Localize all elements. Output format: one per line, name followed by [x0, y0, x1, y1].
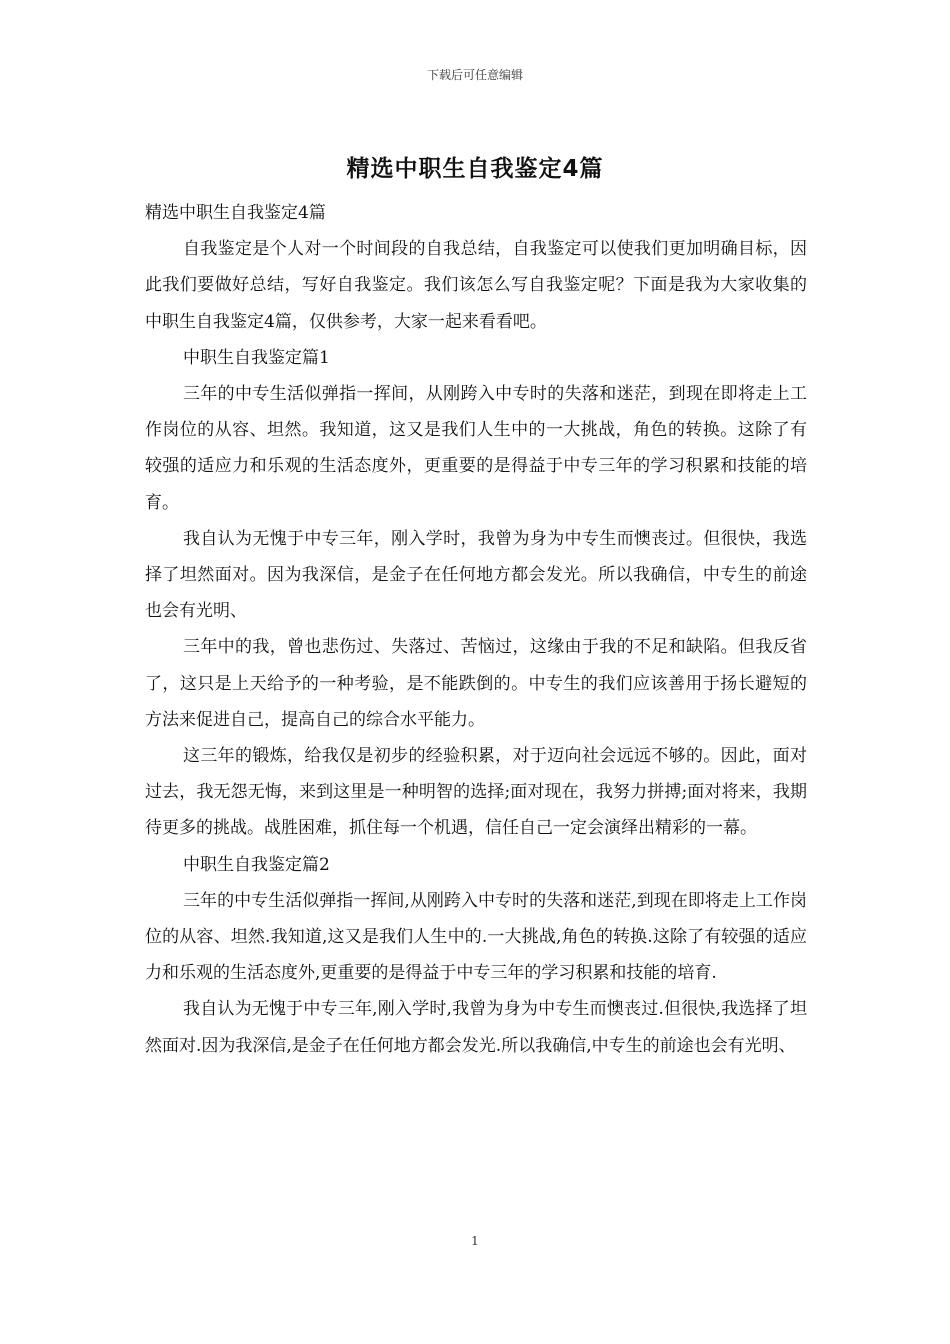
paragraph: 三年中的我，曾也悲伤过、失落过、苦恼过，这缘由于我的不足和缺陷。但我反省了，这只是上天给予的一种考验，是不能跌倒的。中专生的我们应该善用于扬长避短的方法来促进自己，提高自己的综合水平能力。 — [145, 637, 807, 730]
header-note: 下载后可任意编辑 — [426, 68, 523, 82]
paragraph: 这三年的锻炼，给我仅是初步的经验积累，对于迈向社会远远不够的。因此，面对过去，我无怨无悔，来到这里是一种明智的选择;面对现在，我努力拼搏;面对将来，我期待更多的挑战。战胜困难，抓住每一个机遇，信任自己一定会演绎出精彩的一幕。 — [145, 746, 807, 839]
page-number: 1 — [471, 1234, 479, 1248]
page-title: 精选中职生自我鉴定4篇 — [346, 156, 604, 182]
paragraph-subtitle: 精选中职生自我鉴定4篇 — [145, 203, 326, 223]
paragraph: 我自认为无愧于中专三年，刚入学时，我曾为身为中专生而懊丧过。但很快，我选择了坦然面对。因为我深信，是金子在任何地方都会发光。所以我确信，中专生的前途也会有光明、 — [145, 528, 807, 622]
paragraph: 我自认为无愧于中专三年,刚入学时,我曾为身为中专生而懊丧过.但很快,我选择了坦然面对.因为我深信,是金子在任何地方都会发光.所以我确信,中专生的前途也会有光明、 — [145, 999, 807, 1056]
section-heading-2: 中职生自我鉴定篇2 — [183, 854, 330, 875]
section-heading-1: 中职生自我鉴定篇1 — [183, 347, 330, 368]
paragraph: 三年的中专生活似弹指一挥间,从刚跨入中专时的失落和迷茫,到现在即将走上工作岗位的从容、坦然.我知道,这又是我们人生中的.一大挑战,角色的转换.这除了有较强的适应力和乐观的生活态度外,更重要的是得益于中专三年的学习积累和技能的培育. — [145, 890, 807, 984]
paragraph-intro: 自我鉴定是个人对一个时间段的自我总结，自我鉴定可以使我们更加明确目标，因此我们要做好总结，写好自我鉴定。我们该怎么写自我鉴定呢？下面是我为大家收集的中职生自我鉴定4篇，仅供参考，大家一起来看看吧。 — [145, 239, 807, 332]
document-body — [145, 195, 807, 1064]
paragraph: 三年的中专生活似弹指一挥间，从刚跨入中专时的失落和迷茫，到现在即将走上工作岗位的从容、坦然。我知道，这又是我们人生中的一大挑战，角色的转换。这除了有较强的适应力和乐观的生活态度外，更重要的是得益于中专三年的学习积累和技能的培育。 — [145, 384, 807, 513]
